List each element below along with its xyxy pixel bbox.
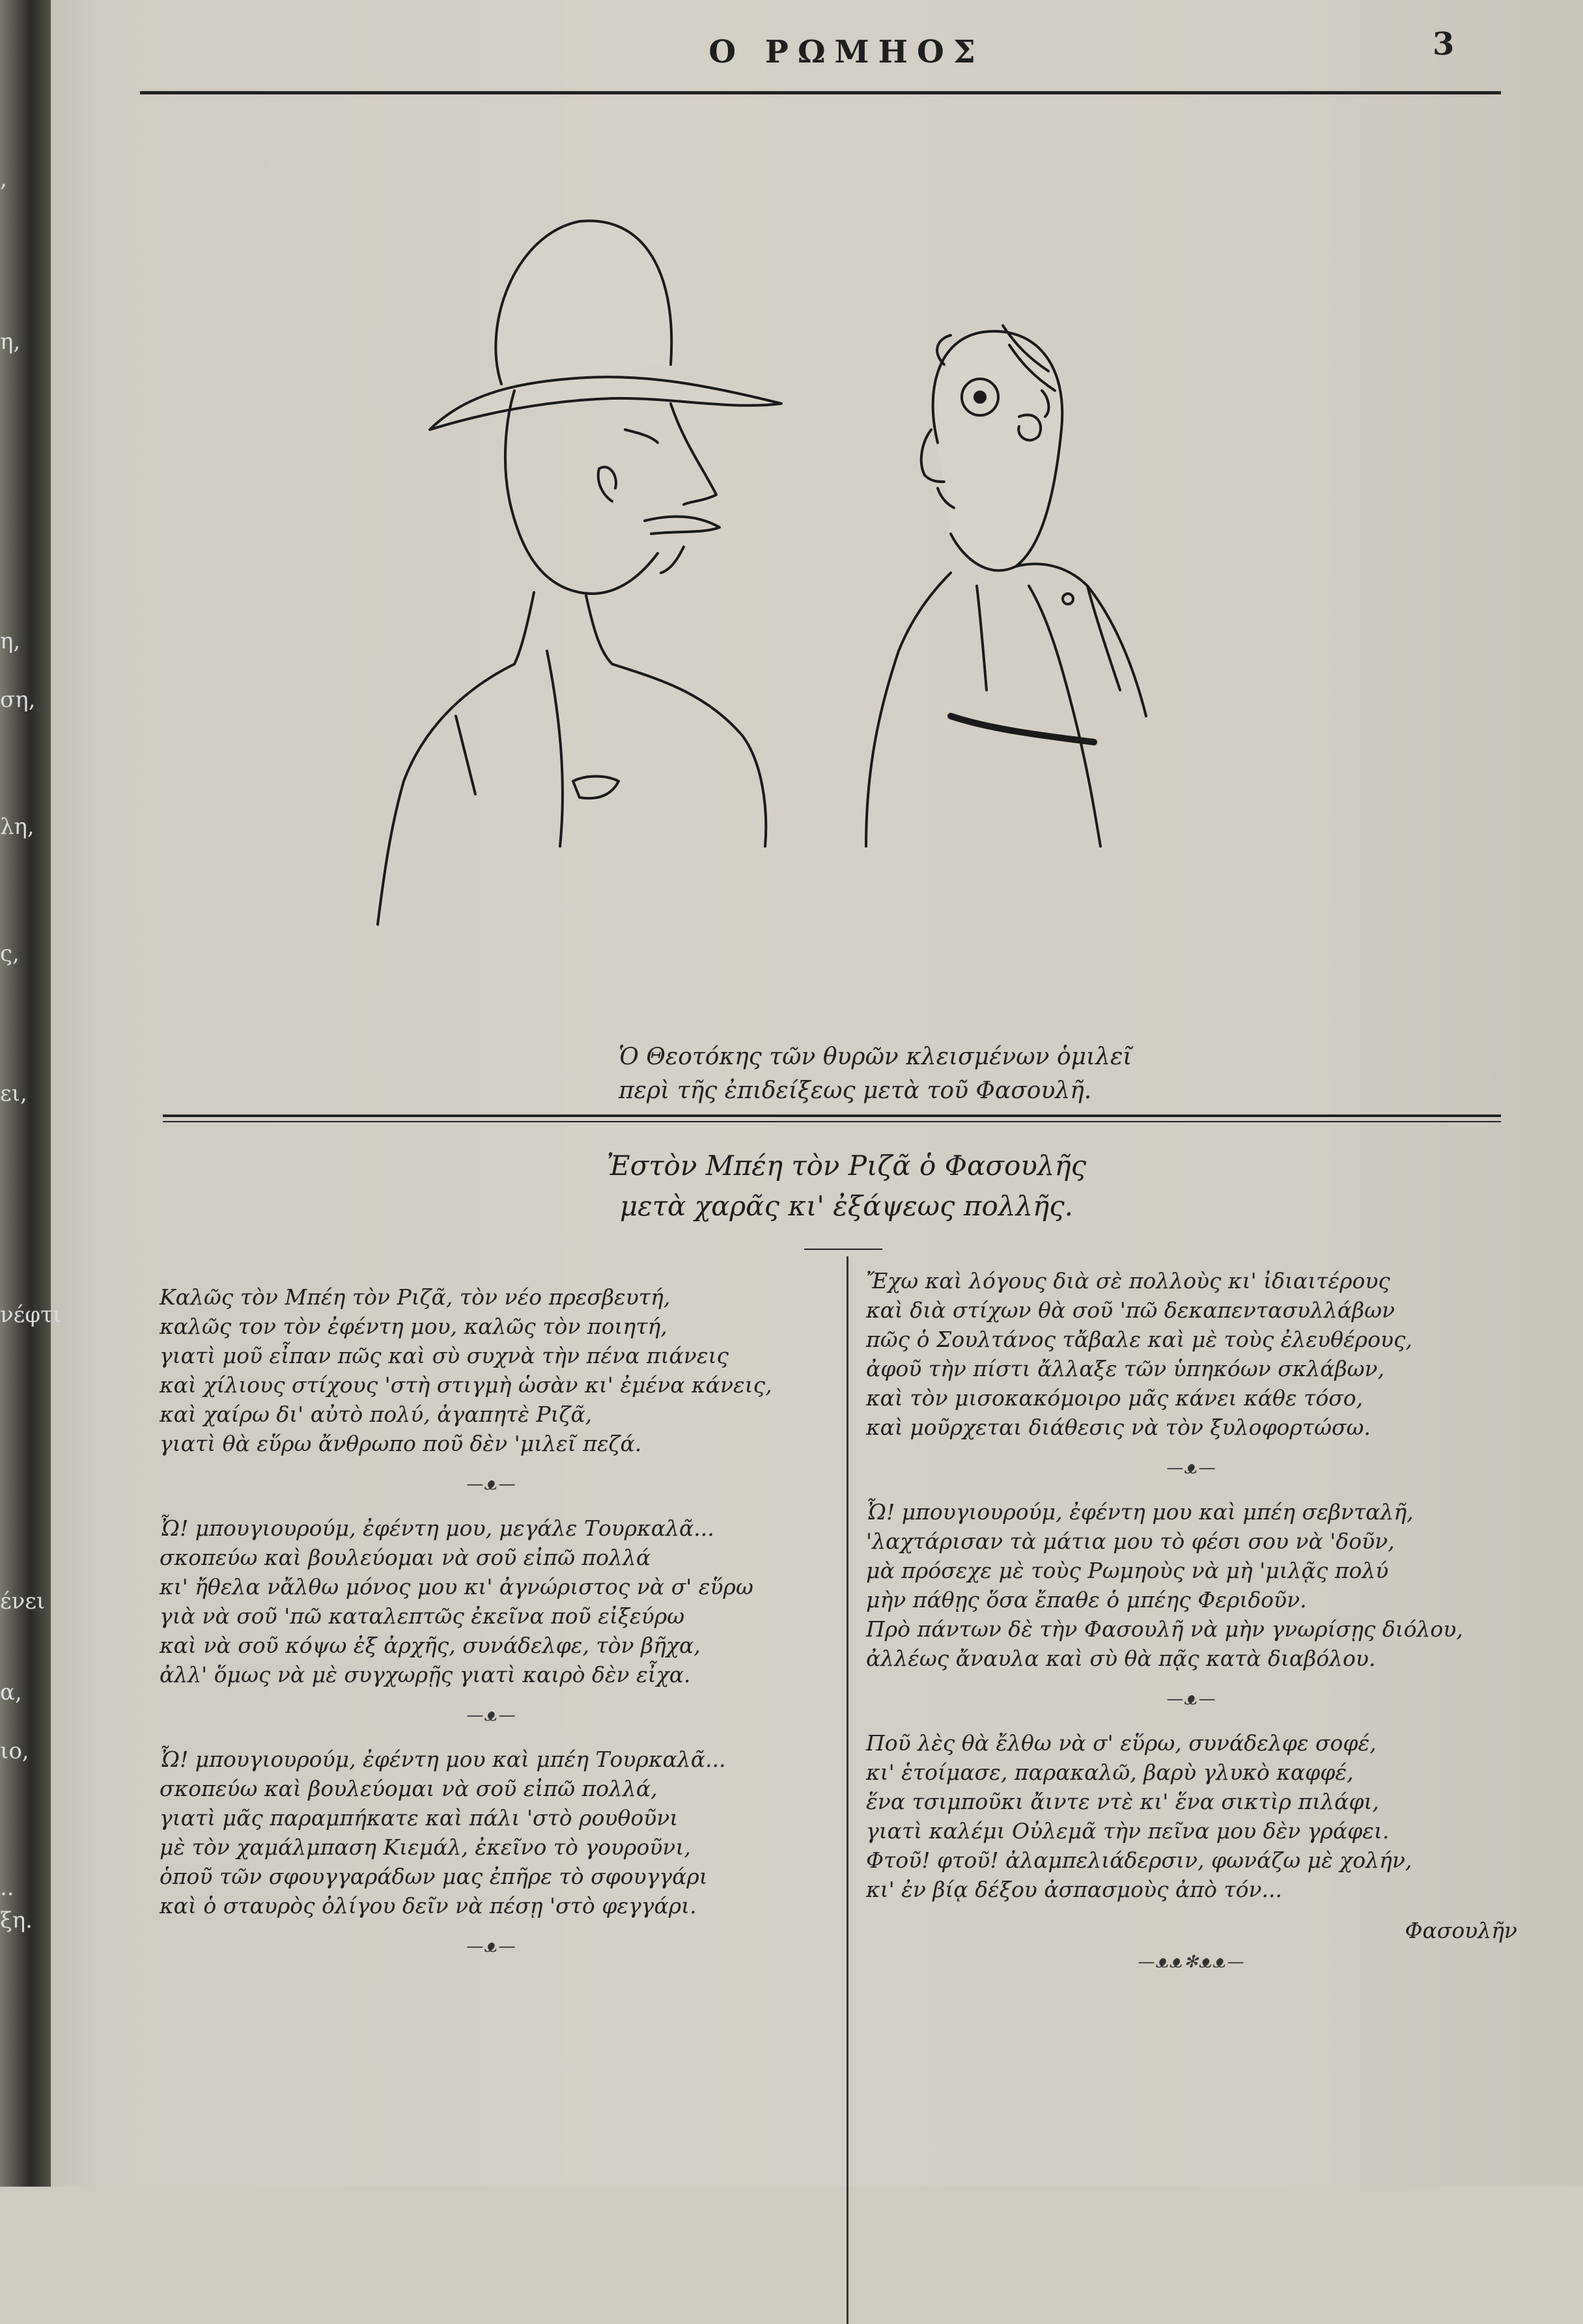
verse-line: Καλῶς τὸν Μπέη τὸν Ριζᾶ, τὸν νέο πρεσβευτή, bbox=[160, 1284, 671, 1310]
verse-line: γιατὶ μοῦ εἶπαν πῶς καὶ σὺ συχνὰ τὴν πένα πιάνεις bbox=[160, 1343, 729, 1368]
verse-line: Ὦ! μπουγιουρούμ, ἐφέντη μου καὶ μπέη Τουρκαλᾶ... bbox=[160, 1747, 726, 1772]
verse-line: καλῶς τον τὸν ἐφέντη μου, καλῶς τὸν ποιητή, bbox=[160, 1314, 667, 1339]
verse-line: γιατὶ μᾶς παραμπήκατε καὶ πάλι 'στὸ ρουθοῦνι bbox=[160, 1805, 679, 1831]
stanza bbox=[160, 1745, 824, 1920]
verse-line: καὶ τὸν μισοκακόμοιρο μᾶς κάνει κάθε τόσο, bbox=[866, 1385, 1364, 1411]
verse-line: ἀλλέως ἄναυλα καὶ σὺ θὰ πᾷς κατὰ διαβόλου. bbox=[866, 1646, 1376, 1671]
caption-line: Ὁ Θεοτόκης τῶν θυρῶν κλεισμένων ὁμιλεῖ bbox=[619, 1044, 1132, 1070]
margin-fragment: ξη. bbox=[0, 1907, 33, 1933]
verse-line: Φτοῦ! φτοῦ! ἀλαμπελιάδερσιν, φωνάζω μὲ χολήν, bbox=[866, 1847, 1412, 1873]
column-divider bbox=[847, 1256, 848, 2324]
margin-fragment: .. bbox=[0, 1875, 14, 1901]
header-rule bbox=[140, 91, 1501, 94]
verse-line: κι' ἐν βίᾳ δέξου ἀσπασμοὺς ἀπὸ τόν... bbox=[866, 1877, 1283, 1902]
margin-fragment: ση, bbox=[0, 687, 36, 713]
stanza bbox=[160, 1282, 824, 1458]
section-rule-top bbox=[163, 1114, 1501, 1117]
figure-fasoulis bbox=[866, 325, 1146, 846]
verse-line: πῶς ὁ Σουλτάνος τἄβαλε καὶ μὲ τοὺς ἐλευθέρους, bbox=[866, 1327, 1412, 1352]
margin-fragment: α, bbox=[0, 1680, 22, 1706]
stanza-ornament: —ᴥ— bbox=[1166, 1689, 1217, 1709]
stanza bbox=[160, 1514, 824, 1689]
poem-left-column bbox=[160, 1282, 824, 1976]
verse-line: Πρὸ πάντων δὲ τὴν Φασουλῆ νὰ μὴν γνωρίσῃς διόλου, bbox=[866, 1616, 1463, 1642]
verse-line: ἀλλ' ὅμως νὰ μὲ συγχωρῇς γιατὶ καιρὸ δὲν εἶχα. bbox=[160, 1662, 691, 1687]
binding-gutter bbox=[0, 0, 62, 2187]
poem-title-line: Ἐστὸν Μπέη τὸν Ριζᾶ ὁ Φασουλῆς bbox=[606, 1150, 1087, 1182]
verse-line: καὶ διὰ στίχων θὰ σοῦ 'πῶ δεκαπεντασυλλάβων bbox=[866, 1297, 1395, 1323]
verse-line: καὶ χαίρω δι' αὐτὸ πολύ, ἀγαπητὲ Ριζᾶ, bbox=[160, 1402, 593, 1427]
poem-title-line: μετὰ χαρᾶς κι' ἐξάψεως πολλῆς. bbox=[619, 1190, 1074, 1222]
stanza-ornament: —ᴥ— bbox=[466, 1474, 517, 1494]
verse-line: καὶ μοῦρχεται διάθεσις νὰ τὸν ξυλοφορτώσω. bbox=[866, 1415, 1371, 1440]
verse-line: Ποῦ λὲς θὰ ἔλθω νὰ σ' εὕρω, συνάδελφε σοφέ, bbox=[866, 1730, 1377, 1756]
section-rule-bottom bbox=[163, 1121, 1501, 1122]
verse-line: Ὦ! μπουγιουρούμ, ἐφέντη μου καὶ μπέη σεβνταλῆ, bbox=[866, 1499, 1414, 1525]
illustration-caption bbox=[619, 1040, 1205, 1108]
verse-line: κι' ἤθελα νἄλθω μόνος μου κι' ἀγνώριστος νὰ σ' εὕρω bbox=[160, 1574, 753, 1599]
verse-line: σκοπεύω καὶ βουλεύομαι νὰ σοῦ εἰπῶ πολλά, bbox=[160, 1776, 658, 1801]
margin-fragment: η, bbox=[0, 628, 21, 654]
end-ornament: —ᴥᴥ✻ᴥᴥ— bbox=[1138, 1952, 1246, 1972]
figure-theotokis bbox=[378, 221, 781, 924]
verse-line: ὁποῦ τῶν σφουγγαράδων μας ἐπῆρε τὸ σφουγγάρι bbox=[160, 1864, 708, 1889]
verse-line: μὰ πρόσεχε μὲ τοὺς Ρωμηοὺς νὰ μὴ 'μιλᾷς πολύ bbox=[866, 1558, 1389, 1583]
margin-fragment: λη, bbox=[0, 814, 35, 840]
verse-line: Ἔχω καὶ λόγους διὰ σὲ πολλοὺς κι' ἰδιαιτέρους bbox=[866, 1268, 1390, 1293]
verse-line: κι' ἑτοίμασε, παρακαλῶ, βαρὺ γλυκὸ καφφέ, bbox=[866, 1760, 1354, 1785]
verse-line: μὴν πάθῃς ὅσα ἔπαθε ὁ μπέης Φεριδοῦν. bbox=[866, 1587, 1307, 1612]
verse-line: Ὦ! μπουγιουρούμ, ἐφέντη μου, μεγάλε Τουρκαλᾶ... bbox=[160, 1515, 714, 1541]
verse-line: ἀφοῦ τὴν πίστι ἄλλαξε τῶν ὑπηκόων σκλάβων, bbox=[866, 1356, 1385, 1381]
margin-fragment: ει, bbox=[0, 1081, 27, 1107]
title-underline bbox=[804, 1249, 882, 1250]
caption-line: περὶ τῆς ἐπιδείξεως μετὰ τοῦ Φασουλῆ. bbox=[619, 1077, 1092, 1104]
stanza bbox=[866, 1266, 1517, 1442]
margin-fragment: νέφτι bbox=[0, 1302, 62, 1328]
verse-line: γιατὶ καλέμι Οὐλεμᾶ τὴν πεῖνα μου δὲν γράφει. bbox=[866, 1818, 1390, 1844]
margin-fragment: , bbox=[0, 166, 7, 192]
verse-line: ἕνα τσιμποῦκι ἄιντε ντὲ κι' ἕνα σικτὶρ πιλάφι, bbox=[866, 1789, 1379, 1814]
margin-fragment: ς, bbox=[0, 941, 20, 967]
verse-line: 'λαχτάρισαν τὰ μάτια μου τὸ φέσι σου νὰ 'δοῦν, bbox=[866, 1529, 1395, 1554]
verse-line: καὶ χίλιους στίχους 'στὴ στιγμὴ ὡσὰν κι' ἐμένα κάνεις, bbox=[160, 1372, 772, 1398]
stanza-ornament: —ᴥ— bbox=[466, 1937, 517, 1956]
poem-title bbox=[521, 1146, 1172, 1226]
verse-line: γιατὶ θὰ εὕρω ἄνθρωπο ποῦ δὲν 'μιλεῖ πεζά. bbox=[160, 1431, 642, 1456]
caricature-illustration bbox=[365, 195, 1309, 944]
poem-right-column bbox=[866, 1266, 1517, 1991]
margin-fragment: η, bbox=[0, 329, 21, 355]
verse-line: μὲ τὸν χαμάλμπαση Κιεμάλ, ἐκεῖνο τὸ γουροῦνι, bbox=[160, 1834, 691, 1860]
margin-fragment: ιο, bbox=[0, 1738, 29, 1764]
verse-line: καὶ νὰ σοῦ κόψω ἐξ ἀρχῆς, συνάδελφε, τὸν βῆχα, bbox=[160, 1633, 701, 1658]
masthead-title: Ο ΡΩΜΗΟΣ bbox=[708, 34, 985, 70]
verse-line: γιὰ νὰ σοῦ 'πῶ καταλεπτῶς ἐκεῖνα ποῦ εἰξεύρω bbox=[160, 1603, 685, 1629]
signature: Φασουλῆν bbox=[1405, 1918, 1517, 1943]
stanza bbox=[866, 1728, 1517, 1904]
stanza-ornament: —ᴥ— bbox=[466, 1706, 517, 1725]
page-number: 3 bbox=[1433, 26, 1455, 62]
verse-line: καὶ ὁ σταυρὸς ὀλίγου δεῖν νὰ πέσῃ 'στὸ φεγγάρι. bbox=[160, 1893, 697, 1918]
verse-line: σκοπεύω καὶ βουλεύομαι νὰ σοῦ εἰπῶ πολλά bbox=[160, 1545, 651, 1570]
stanza bbox=[866, 1497, 1517, 1673]
stanza-ornament: —ᴥ— bbox=[1166, 1458, 1217, 1478]
margin-fragment: ένει bbox=[0, 1588, 46, 1614]
